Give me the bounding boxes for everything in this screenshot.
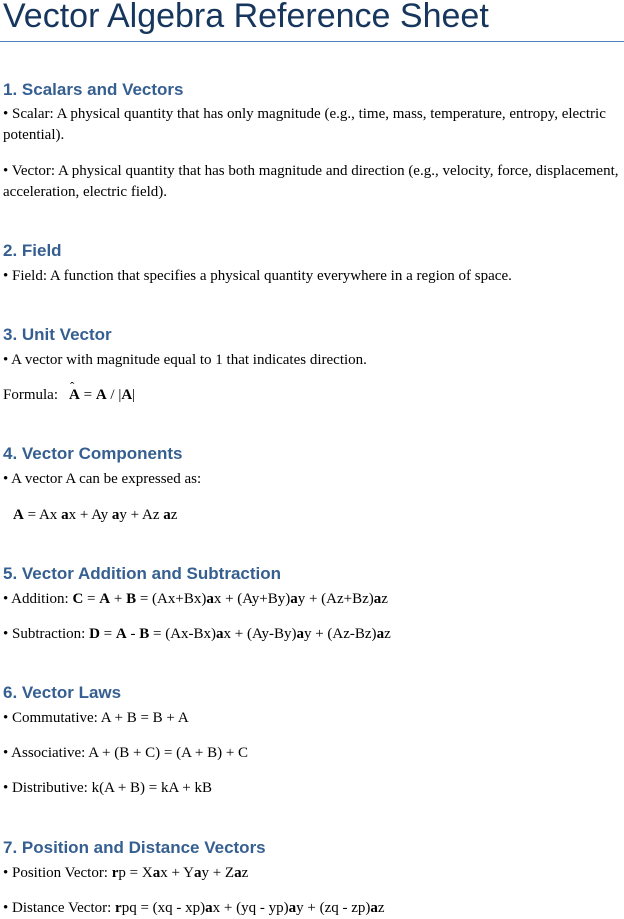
heading-vector-laws: 6. Vector Laws xyxy=(3,683,122,702)
associative-law: • Associative: A + (B + C) = (A + B) + C xyxy=(3,745,249,761)
document-title: Vector Algebra Reference Sheet xyxy=(3,0,489,35)
components-equation: A = Ax ax + Ay ay + Az az xyxy=(13,507,178,523)
addition-rule: • Addition: C = A + B = (Ax+Bx)ax + (Ay+By)ay + (Az+Bz)az xyxy=(3,591,388,607)
commutative-law: • Commutative: A + B = B + A xyxy=(3,710,189,726)
formula-label: Formula: xyxy=(3,387,58,403)
unit-vector-formula: Formula:ˆ A = A / |A| xyxy=(3,385,135,406)
components-intro: • A vector A can be expressed as: xyxy=(3,471,202,487)
subtraction-rule: • Subtraction: D = A - B = (Ax-Bx)ax + (Ay-By)ay + (Az-Bz)az xyxy=(3,626,391,642)
scalar-definition: • Scalar: A physical quantity that has only magnitude (e.g., time, mass, temperature, entropy, electric potential). xyxy=(3,106,606,143)
heading-scalars-and-vectors: 1. Scalars and Vectors xyxy=(3,80,184,99)
title-underline xyxy=(0,41,624,42)
heading-field: 2. Field xyxy=(3,241,62,260)
unit-vector-symbol: ˆ A xyxy=(69,385,80,406)
unit-vector-definition: • A vector with magnitude equal to 1 that indicates direction. xyxy=(3,352,367,368)
heading-position-distance-vectors: 7. Position and Distance Vectors xyxy=(3,838,266,857)
heading-vector-addition-subtraction: 5. Vector Addition and Subtraction xyxy=(3,564,282,583)
heading-unit-vector: 3. Unit Vector xyxy=(3,325,112,344)
vector-definition: • Vector: A physical quantity that has both magnitude and direction (e.g., velocity, force, displacement, acceleration, electric field). xyxy=(3,163,619,200)
distributive-law: • Distributive: k(A + B) = kA + kB xyxy=(3,780,212,796)
position-vector-rule: • Position Vector: rp = Xax + Yay + Zaz xyxy=(3,865,249,881)
field-definition: • Field: A function that specifies a physical quantity everywhere in a region of space. xyxy=(3,268,512,284)
heading-vector-components: 4. Vector Components xyxy=(3,444,183,463)
distance-vector-rule: • Distance Vector: rpq = (xq - xp)ax + (yq - yp)ay + (zq - zp)az xyxy=(3,900,385,916)
